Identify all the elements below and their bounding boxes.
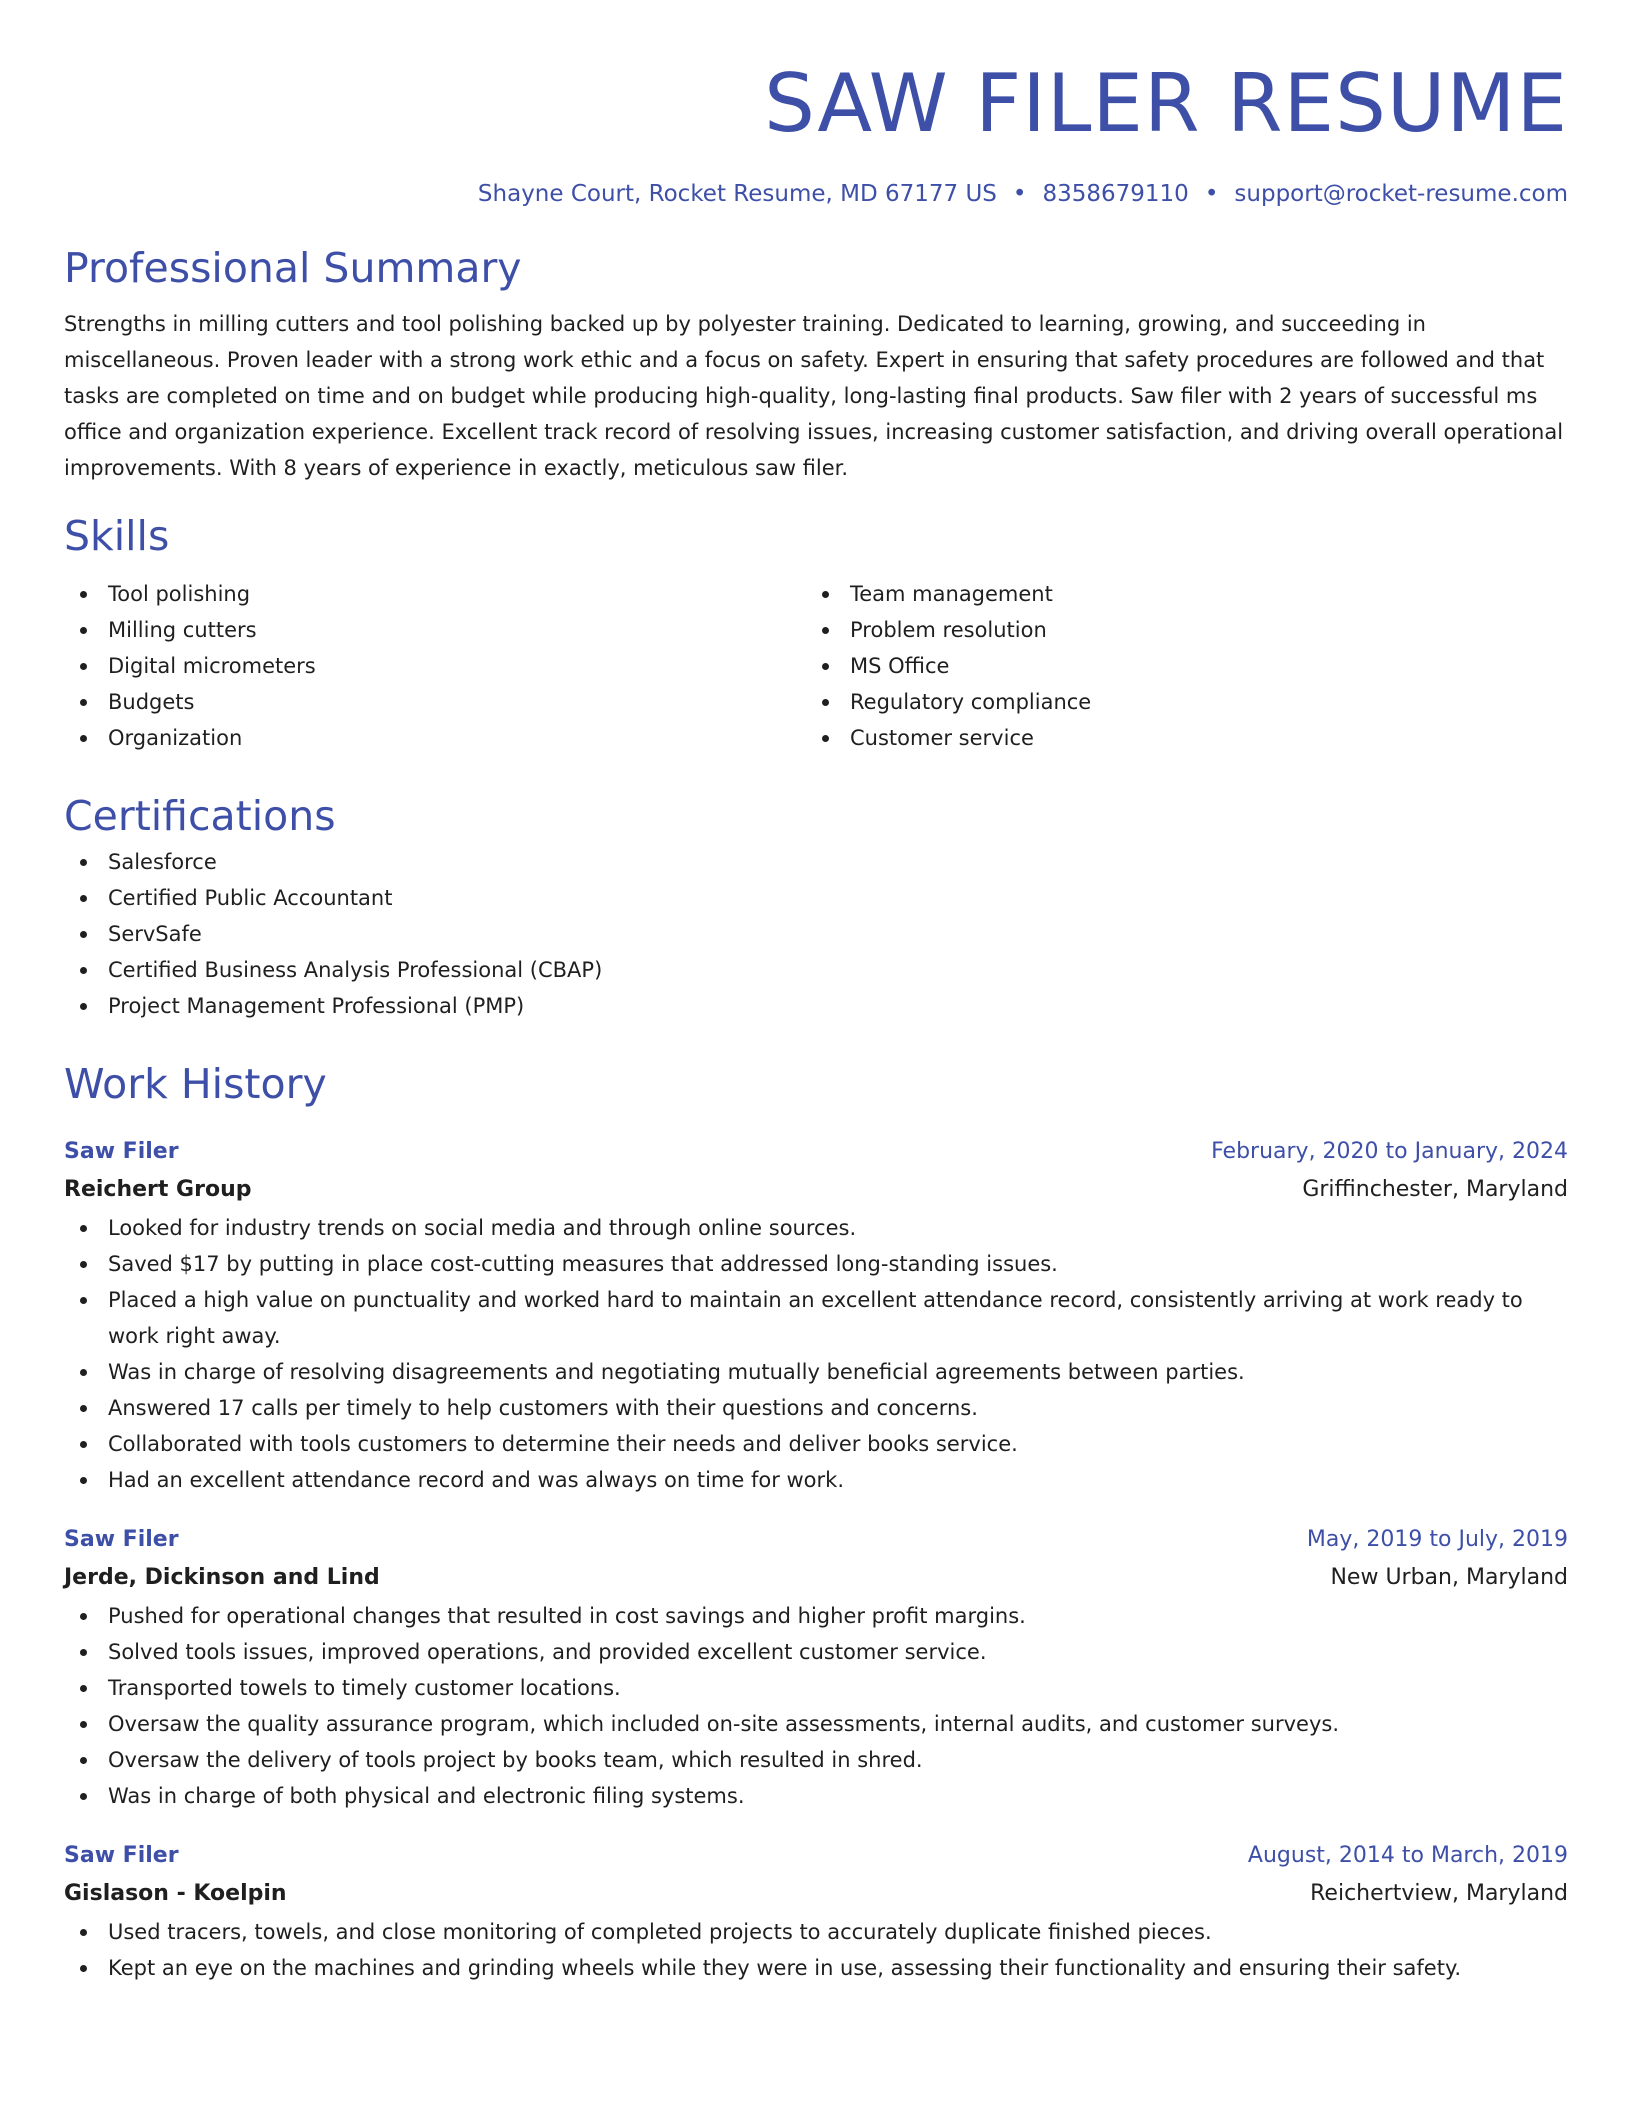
- job-title-row: [64, 1134, 1568, 1170]
- summary-text: Strengths in milling cutters and tool polishing backed up by polyester training. Dedicated to learning, growing, and succeeding in miscellaneous. Proven leader with a strong work ethic and a focus on safety. Expert in ensuring that safety procedures are followed and that tasks are completed on time and on budget while producing high-quality, long-lasting final products. Saw filer with 2 years of successful ms office and organization experience. Excellent track record of resolving issues, increasing customer satisfaction, and driving overall operational improvements. With 8 years of experience in exactly, meticulous saw filer.: [64, 312, 1564, 480]
- skill-item: Budgets: [64, 684, 806, 720]
- skills-grid: [64, 576, 1568, 756]
- skill-item: Regulatory compliance: [806, 684, 1548, 720]
- skill-item: Milling cutters: [64, 612, 806, 648]
- job-bullet: Kept an eye on the machines and grinding wheels while they were in use, assessing their functionality and ensuring their safety.: [64, 1950, 1568, 1986]
- work-history-heading: Work History: [64, 1060, 327, 1108]
- certification-item: Certified Business Analysis Professional (CBAP): [64, 952, 1568, 988]
- job-company-row: [64, 1558, 1568, 1598]
- certifications-heading: Certifications: [64, 792, 336, 840]
- resume-page: [64, 0, 1568, 1986]
- job-bullet: Pushed for operational changes that resulted in cost savings and higher profit margins.: [64, 1598, 1568, 1634]
- job-entry: [64, 1838, 1568, 1986]
- summary-heading: Professional Summary: [64, 244, 522, 292]
- certification-item: Certified Public Accountant: [64, 880, 1568, 916]
- job-dates: August, 2014 to March, 2019: [1247, 1843, 1568, 1868]
- job-bullet: Saved $17 by putting in place cost-cutting measures that addressed long-standing issues.: [64, 1246, 1568, 1282]
- job-title-row: [64, 1522, 1568, 1558]
- job-bullet: Oversaw the quality assurance program, which included on-site assessments, internal audits, and customer surveys.: [64, 1706, 1568, 1742]
- job-company: Gislason - Koelpin: [64, 1881, 287, 1906]
- job-bullet: Looked for industry trends on social media and through online sources.: [64, 1210, 1568, 1246]
- job-bullets: [64, 1598, 1568, 1814]
- job-dates: May, 2019 to July, 2019: [1306, 1527, 1568, 1552]
- skills-list-left: [64, 576, 806, 756]
- skill-item: MS Office: [806, 648, 1548, 684]
- contact-email[interactable]: support@rocket-resume.com: [1234, 181, 1568, 207]
- contact-separator: •: [1204, 181, 1219, 207]
- job-company-row: [64, 1874, 1568, 1914]
- skill-item: Customer service: [806, 720, 1548, 756]
- job-entry: [64, 1522, 1568, 1814]
- work-history-list: [64, 1134, 1568, 1986]
- contact-address: Shayne Court, Rocket Resume, MD 67177 US: [477, 181, 997, 207]
- job-company: Jerde, Dickinson and Lind: [64, 1565, 380, 1590]
- contact-phone: 8358679110: [1042, 181, 1189, 207]
- contact-line: [64, 178, 1568, 210]
- job-bullet: Placed a high value on punctuality and worked hard to maintain an excellent attendance record, consistently arriving at work ready to work right away.: [64, 1282, 1568, 1354]
- skills-list-right: [806, 576, 1548, 756]
- job-company-row: [64, 1170, 1568, 1210]
- job-bullet: Answered 17 calls per timely to help customers with their questions and concerns.: [64, 1390, 1568, 1426]
- skill-item: Digital micrometers: [64, 648, 806, 684]
- resume-name: SAW FILER RESUME: [764, 57, 1568, 150]
- job-bullet: Was in charge of both physical and electronic filing systems.: [64, 1778, 1568, 1814]
- job-bullet: Transported towels to timely customer locations.: [64, 1670, 1568, 1706]
- certification-item: Project Management Professional (PMP): [64, 988, 1568, 1024]
- job-title: Saw Filer: [64, 1139, 179, 1164]
- certification-item: Salesforce: [64, 844, 1568, 880]
- job-bullet: Collaborated with tools customers to determine their needs and deliver books service.: [64, 1426, 1568, 1462]
- job-bullet: Was in charge of resolving disagreements and negotiating mutually beneficial agreements between parties.: [64, 1354, 1568, 1390]
- job-bullet: Oversaw the delivery of tools project by books team, which resulted in shred.: [64, 1742, 1568, 1778]
- job-dates: February, 2020 to January, 2024: [1211, 1139, 1568, 1164]
- skills-column-left: [64, 576, 806, 756]
- certification-item: ServSafe: [64, 916, 1568, 952]
- job-location: Griffinchester, Maryland: [1302, 1177, 1568, 1202]
- job-company: Reichert Group: [64, 1177, 252, 1202]
- job-title: Saw Filer: [64, 1527, 179, 1552]
- skill-item: Team management: [806, 576, 1548, 612]
- job-location: Reichertview, Maryland: [1310, 1881, 1568, 1906]
- certifications-list: [64, 844, 1568, 1024]
- job-title: Saw Filer: [64, 1843, 179, 1868]
- skill-item: Problem resolution: [806, 612, 1548, 648]
- skill-item: Organization: [64, 720, 806, 756]
- contact-separator: •: [1012, 181, 1027, 207]
- job-bullets: [64, 1210, 1568, 1498]
- job-bullet: Used tracers, towels, and close monitoring of completed projects to accurately duplicate finished pieces.: [64, 1914, 1568, 1950]
- job-location: New Urban, Maryland: [1330, 1565, 1568, 1590]
- skills-heading: Skills: [64, 512, 170, 560]
- job-bullet: Had an excellent attendance record and was always on time for work.: [64, 1462, 1568, 1498]
- job-bullets: [64, 1914, 1568, 1986]
- job-entry: [64, 1134, 1568, 1498]
- job-title-row: [64, 1838, 1568, 1874]
- skill-item: Tool polishing: [64, 576, 806, 612]
- skills-column-right: [806, 576, 1548, 756]
- job-bullet: Solved tools issues, improved operations, and provided excellent customer service.: [64, 1634, 1568, 1670]
